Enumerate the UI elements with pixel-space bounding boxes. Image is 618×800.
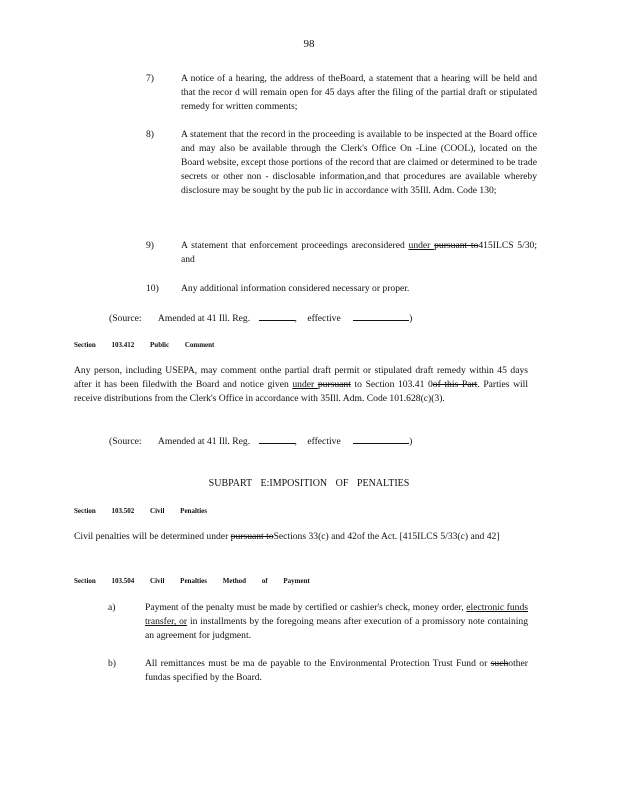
item-text-post: 415ILCS 5/30; and bbox=[181, 240, 538, 265]
section-number: 103.412 bbox=[111, 341, 135, 349]
source-close: ) bbox=[409, 436, 413, 447]
source-effective: effective bbox=[307, 436, 341, 447]
item-text: Any additional information considered necessary or proper. bbox=[181, 283, 410, 294]
list-item-10 bbox=[146, 282, 536, 296]
item-text: A statement that the record in the proceeding is available to be inspected at the Board office and may also be available through the Clerk's Office On -Line (COOL), located on the Board website, except those portions of the record that are claimed or determined to be trade secrets or other non - disclosable information,and that procedures are available whereby disclosure may be sought by the pub lic in accordance with 35Ill. Adm. Code 130; bbox=[181, 129, 537, 196]
item-number: 10) bbox=[146, 283, 159, 294]
section-number: 103.502 bbox=[111, 507, 135, 515]
paragraph-text: Civil penalties will be determined under bbox=[74, 531, 231, 542]
paragraph-text: . Parties will receive distributions from the Clerk's Office in accordance with 35Ill. Adm. Code 101.628(c)(3). bbox=[74, 379, 528, 404]
section-title: Civil Penalties bbox=[150, 507, 207, 515]
item-text-pre: A statement that enforcement proceedings areconsidered bbox=[181, 240, 409, 251]
source-comma: , bbox=[294, 313, 297, 324]
inserted-text: electronic funds transfer, or bbox=[145, 602, 528, 627]
blank-line bbox=[353, 434, 409, 444]
subsection-number: b) bbox=[108, 658, 116, 669]
source-note bbox=[109, 311, 412, 324]
item-text: A notice of a hearing, the address of theBoard, a statement that a hearing will be held and that the recor d will remain open for 45 days after the filing of the partial draft or stipulated remedy for written comments; bbox=[181, 73, 537, 112]
source-close: ) bbox=[409, 313, 413, 324]
paragraph-text: Sections 33(c) and 42of the Act. [415ILCS 5/33(c) and 42] bbox=[273, 531, 500, 542]
paragraph-text: other fundas specified by the Board. bbox=[145, 658, 528, 683]
source-note bbox=[109, 434, 412, 447]
subsection-text bbox=[145, 601, 528, 643]
list-item-8 bbox=[146, 128, 536, 226]
section-502-paragraph bbox=[74, 530, 528, 544]
paragraph-text: to Section 103.41 0 bbox=[350, 379, 433, 390]
paragraph-text: in installments by the foregoing means after execution of a promissory note containing an agreement for judgment. bbox=[145, 616, 528, 641]
blank-line bbox=[259, 311, 295, 321]
source-effective: effective bbox=[307, 313, 341, 324]
section-title: Public Comment bbox=[150, 341, 215, 349]
source-amended: Amended at 41 Ill. Reg. bbox=[157, 313, 251, 324]
section-heading-412 bbox=[74, 341, 214, 349]
item-number: 7) bbox=[146, 73, 154, 84]
item-number: 9) bbox=[146, 240, 154, 251]
subsection-number: a) bbox=[108, 602, 116, 613]
section-412-paragraph bbox=[74, 364, 528, 406]
paragraph-text: Payment of the penalty must be made by certified or cashier's check, money order, bbox=[145, 602, 467, 613]
section-label: Section bbox=[74, 577, 96, 585]
paragraph-text: All remittances must be ma de payable to the Environmental Protection Trust Fund or bbox=[145, 658, 491, 669]
deleted-text: of this Part bbox=[432, 379, 478, 390]
inserted-text: under bbox=[292, 379, 318, 390]
source-amended: Amended at 41 Ill. Reg. bbox=[157, 436, 251, 447]
subsection-text bbox=[145, 657, 528, 685]
section-label: Section bbox=[74, 341, 96, 349]
blank-line bbox=[353, 311, 409, 321]
subsection-a bbox=[108, 601, 528, 643]
source-lead: (Source: bbox=[109, 436, 142, 447]
deleted-text: such bbox=[490, 658, 509, 669]
section-heading-502 bbox=[74, 507, 207, 515]
deleted-text: pursuant to bbox=[230, 531, 274, 542]
list-item-7 bbox=[146, 72, 536, 114]
inserted-text: under bbox=[408, 240, 435, 251]
page-number: 98 bbox=[303, 38, 315, 50]
subpart-heading: SUBPART E:IMPOSITION OF PENALTIES bbox=[208, 478, 410, 489]
source-lead: (Source: bbox=[109, 313, 142, 324]
section-label: Section bbox=[74, 507, 96, 515]
item-text bbox=[181, 239, 537, 267]
source-comma: , bbox=[294, 436, 297, 447]
section-heading-504 bbox=[74, 577, 310, 585]
paragraph-text: Any person, including USEPA, may comment onthe partial draft permit or stipulated draft remedy within 45 days after it has been filedwith the Board and notice given bbox=[74, 365, 528, 390]
section-title: Civil Penalties Method of Payment bbox=[150, 577, 310, 585]
deleted-text: pursuant to bbox=[434, 240, 479, 251]
section-number: 103.504 bbox=[111, 577, 135, 585]
list-item-9 bbox=[146, 239, 536, 267]
item-number: 8) bbox=[146, 129, 154, 140]
subsection-b bbox=[108, 657, 528, 685]
deleted-text: pursuant bbox=[317, 379, 351, 390]
blank-line bbox=[259, 434, 295, 444]
